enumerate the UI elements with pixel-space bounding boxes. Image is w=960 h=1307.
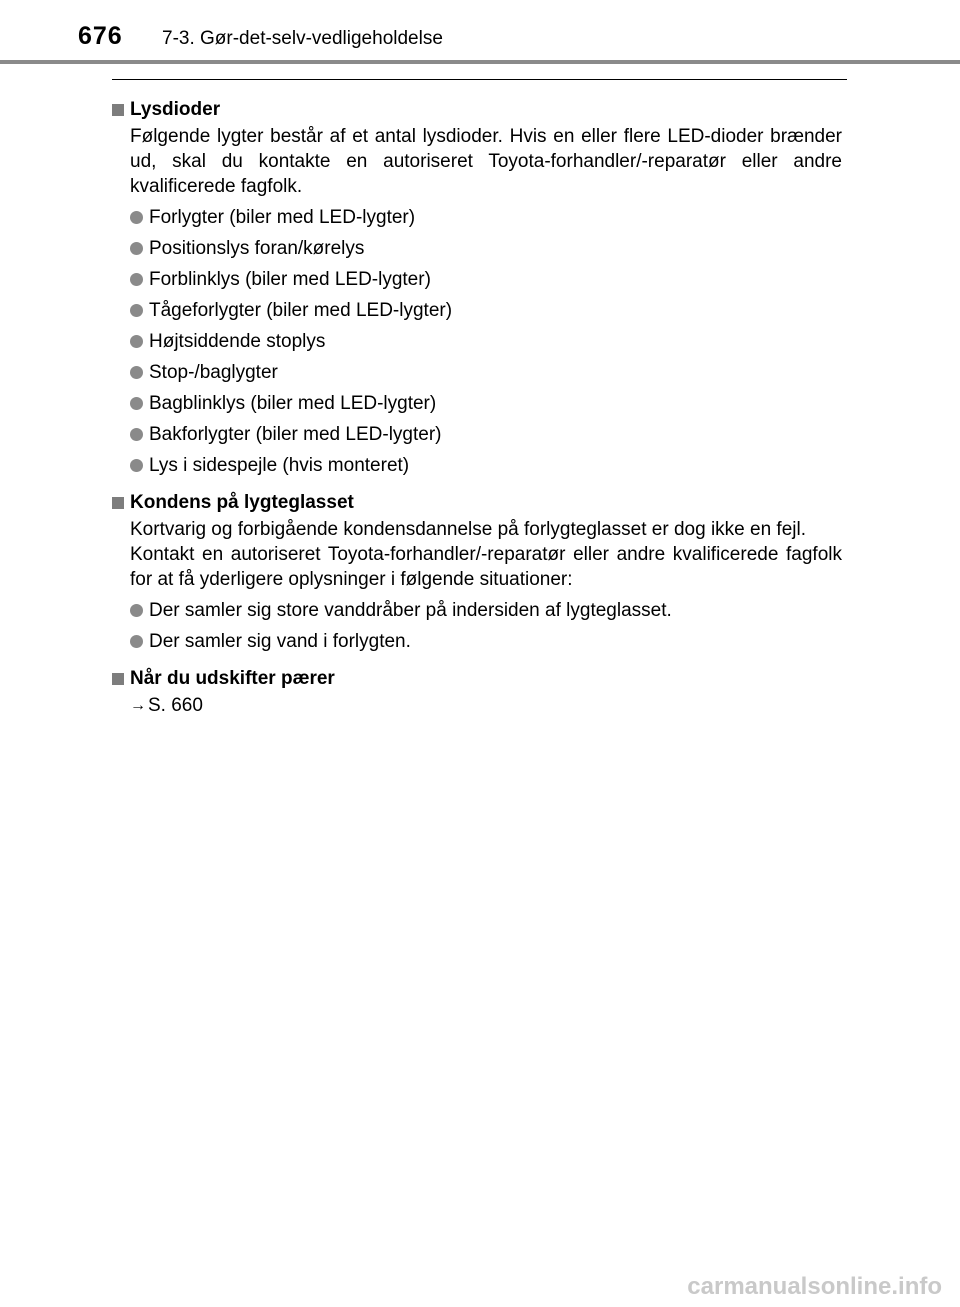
header-rule bbox=[0, 60, 960, 64]
paragraph: Kortvarig og forbigående kondensdannelse på forlygteglasset er dog ikke en fejl. bbox=[130, 519, 806, 540]
section-title: Når du udskifter pærer bbox=[130, 668, 335, 689]
square-bullet-icon bbox=[112, 497, 124, 509]
list-item-text: Stop-/baglygter bbox=[149, 362, 278, 383]
list-item-text: Lys i sidespejle (hvis monteret) bbox=[149, 455, 410, 476]
round-bullet-icon bbox=[130, 211, 143, 224]
round-bullet-icon bbox=[130, 428, 143, 441]
square-bullet-icon bbox=[112, 104, 124, 116]
section-heading-condensation bbox=[112, 490, 842, 515]
list-item-text: Bakforlygter (biler med LED-lygter) bbox=[149, 424, 442, 445]
list-item bbox=[130, 453, 842, 478]
chapter-title: 7-3. Gør-det-selv-vedligeholdelse bbox=[162, 28, 443, 49]
round-bullet-icon bbox=[130, 397, 143, 410]
list-item bbox=[130, 267, 842, 292]
page-reference: S. 660 bbox=[148, 695, 203, 716]
list-item bbox=[130, 629, 842, 654]
list-item-text: Forlygter (biler med LED-lygter) bbox=[149, 207, 416, 228]
list-item-text: Der samler sig vand i forlygten. bbox=[149, 631, 411, 652]
paragraph: Følgende lygter består af et antal lysdioder. Hvis en eller flere LED-dioder brænder ud, skal du kontakte en autoriseret Toyota-forhandler/-reparatør eller andre kvalificerede fagfolk. bbox=[130, 126, 842, 197]
list-item bbox=[130, 329, 842, 354]
list-item-text: Tågeforlygter (biler med LED-lygter) bbox=[149, 300, 453, 321]
page-number: 676 bbox=[78, 22, 123, 50]
section-heading-bulbs bbox=[112, 666, 842, 691]
section-heading-led bbox=[112, 97, 842, 122]
square-bullet-icon bbox=[112, 673, 124, 685]
page-reference-link[interactable] bbox=[130, 693, 842, 718]
section-title: Lysdioder bbox=[130, 99, 221, 120]
list-item-text: Der samler sig store vanddråber på indersiden af lygteglasset. bbox=[149, 600, 672, 621]
list-item bbox=[130, 391, 842, 416]
list-item-text: Forblinklys (biler med LED-lygter) bbox=[149, 269, 431, 290]
round-bullet-icon bbox=[130, 459, 143, 472]
section-divider bbox=[112, 79, 847, 80]
page-header bbox=[0, 0, 960, 64]
section-title: Kondens på lygteglasset bbox=[130, 492, 354, 513]
round-bullet-icon bbox=[130, 335, 143, 348]
list-item-text: Højtsiddende stoplys bbox=[149, 331, 326, 352]
list-item bbox=[130, 205, 842, 230]
round-bullet-icon bbox=[130, 366, 143, 379]
round-bullet-icon bbox=[130, 273, 143, 286]
list-item-text: Bagblinklys (biler med LED-lygter) bbox=[149, 393, 437, 414]
list-item bbox=[130, 360, 842, 385]
page-content bbox=[112, 91, 842, 718]
footer-watermark: carmanualsonline.info bbox=[687, 1273, 942, 1300]
list-item bbox=[130, 236, 842, 261]
list-item bbox=[130, 598, 842, 623]
list-item bbox=[130, 422, 842, 447]
round-bullet-icon bbox=[130, 304, 143, 317]
paragraph: Kontakt en autoriseret Toyota-forhandler/-reparatør eller andre kvalificerede fagfolk for at få yderligere oplysninger i følgende situationer: bbox=[130, 544, 842, 590]
arrow-right-icon: → bbox=[130, 697, 146, 714]
round-bullet-icon bbox=[130, 604, 143, 617]
round-bullet-icon bbox=[130, 242, 143, 255]
list-item bbox=[130, 298, 842, 323]
list-item-text: Positionslys foran/kørelys bbox=[149, 238, 365, 259]
round-bullet-icon bbox=[130, 635, 143, 648]
